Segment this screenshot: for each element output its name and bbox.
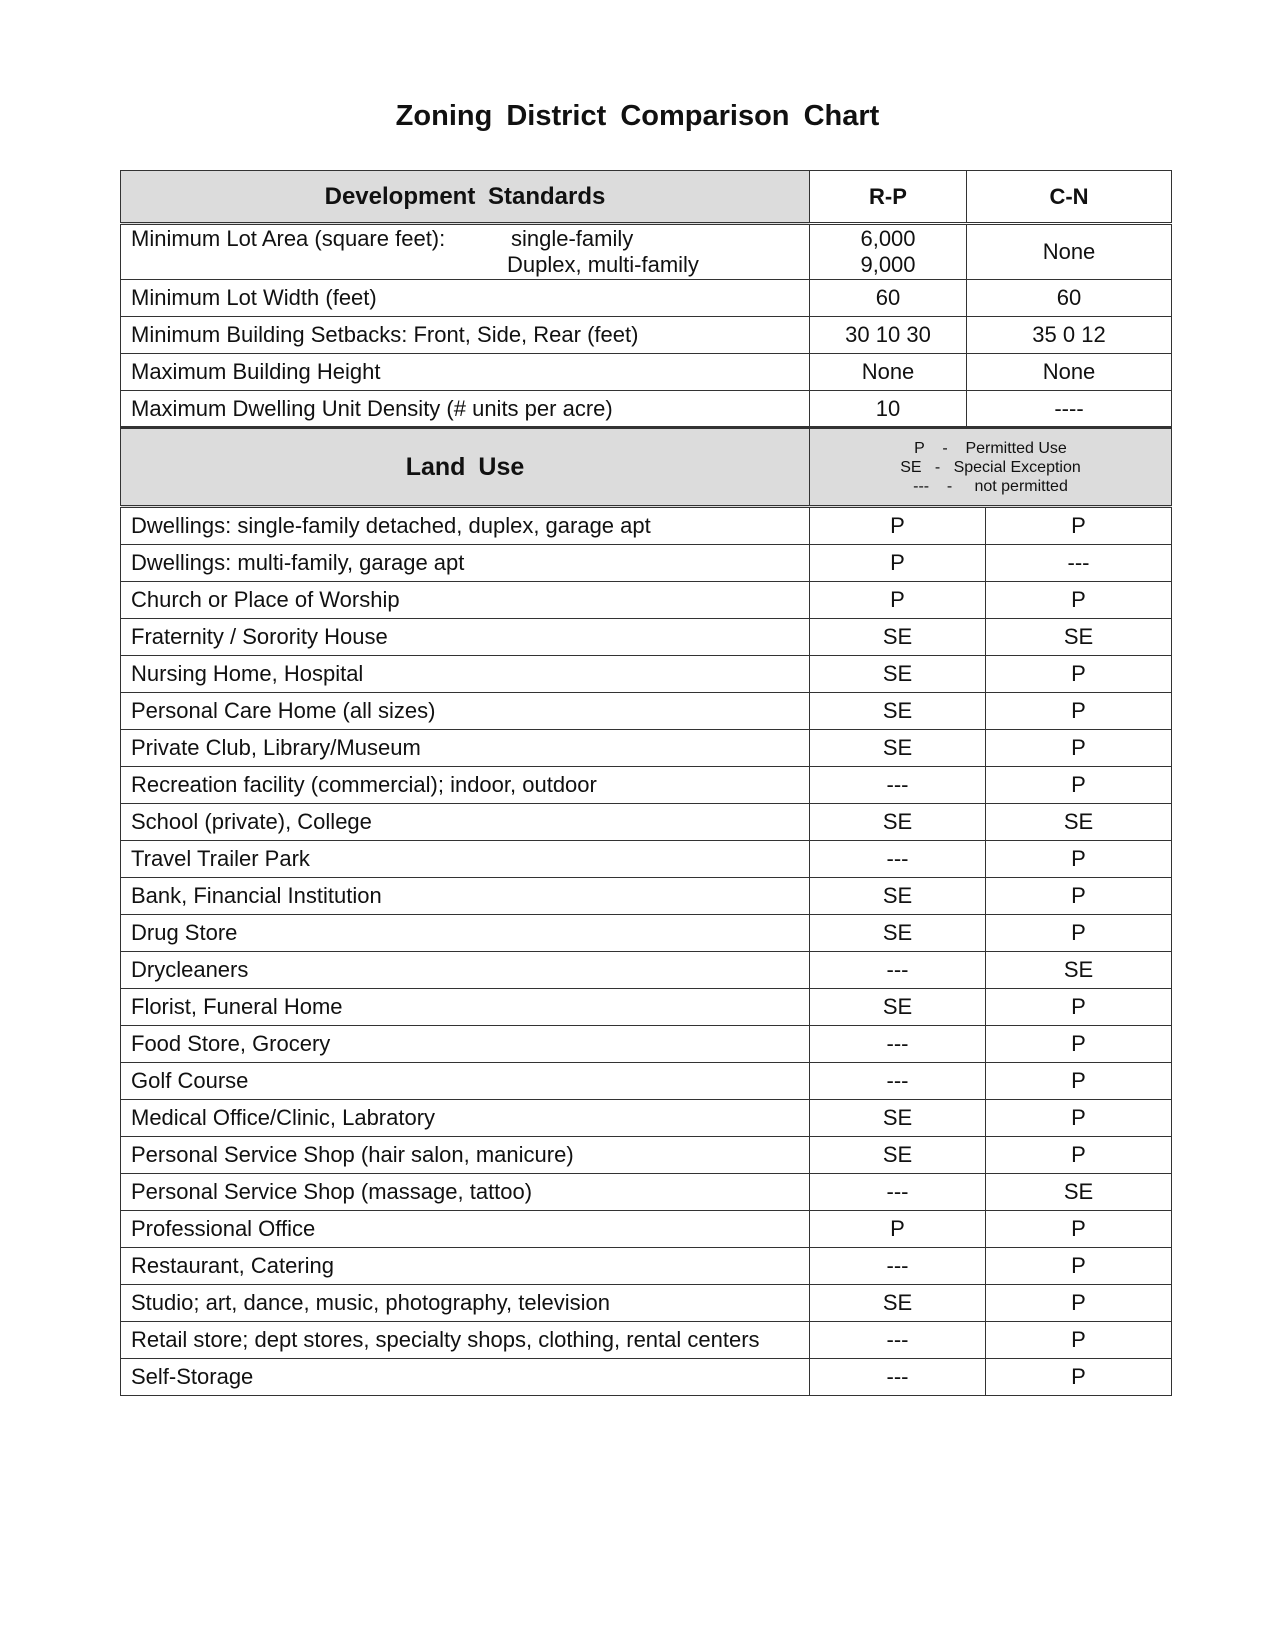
land-use-cn-cell: P bbox=[986, 582, 1172, 619]
land-use-cn-cell: P bbox=[986, 693, 1172, 730]
land-use-row bbox=[121, 1285, 1172, 1322]
lot-area-cn: None bbox=[967, 224, 1172, 280]
dev-row bbox=[121, 317, 1172, 354]
land-use-row bbox=[121, 1322, 1172, 1359]
dev-label-cell: Maximum Building Height bbox=[121, 354, 810, 391]
land-use-rp-cell: --- bbox=[810, 1248, 986, 1285]
land-use-cn-cell: P bbox=[986, 1248, 1172, 1285]
land-use-row bbox=[121, 1211, 1172, 1248]
land-use-cn-cell: P bbox=[986, 507, 1172, 545]
dev-rp-cell: 60 bbox=[810, 280, 967, 317]
land-use-rp-cell: P bbox=[810, 507, 986, 545]
lot-area-row bbox=[121, 224, 1172, 280]
lot-area-rp-cell bbox=[810, 224, 967, 280]
land-use-header-label: Land Use bbox=[121, 428, 810, 507]
land-use-cn-cell: P bbox=[986, 1063, 1172, 1100]
land-use-rp-cell: --- bbox=[810, 767, 986, 804]
development-header-label: Development Standards bbox=[121, 171, 810, 224]
land-use-label-cell: Bank, Financial Institution bbox=[121, 878, 810, 915]
land-use-row bbox=[121, 1137, 1172, 1174]
dev-rp-cell: 30 10 30 bbox=[810, 317, 967, 354]
dev-rp-cell: 10 bbox=[810, 391, 967, 428]
dev-row bbox=[121, 354, 1172, 391]
dev-row bbox=[121, 280, 1172, 317]
land-use-label-cell: Drycleaners bbox=[121, 952, 810, 989]
land-use-label-cell: Dwellings: single-family detached, duplex, garage apt bbox=[121, 507, 810, 545]
dev-label-cell: Maximum Dwelling Unit Density (# units per acre) bbox=[121, 391, 810, 428]
land-use-rp-cell: --- bbox=[810, 952, 986, 989]
land-use-row bbox=[121, 1100, 1172, 1137]
land-use-label-cell: Golf Course bbox=[121, 1063, 810, 1100]
land-use-rp-cell: --- bbox=[810, 1026, 986, 1063]
legend-special-exception: SE - Special Exception bbox=[900, 458, 1081, 476]
dev-label-cell: Minimum Building Setbacks: Front, Side, Rear (feet) bbox=[121, 317, 810, 354]
land-use-label-cell: Medical Office/Clinic, Labratory bbox=[121, 1100, 810, 1137]
land-use-label-cell: Florist, Funeral Home bbox=[121, 989, 810, 1026]
land-use-row bbox=[121, 841, 1172, 878]
land-use-cn-cell: P bbox=[986, 1211, 1172, 1248]
land-use-rp-cell: P bbox=[810, 582, 986, 619]
land-use-rp-cell: --- bbox=[810, 1063, 986, 1100]
legend-not-permitted: --- - not permitted bbox=[913, 477, 1068, 495]
land-use-row bbox=[121, 582, 1172, 619]
land-use-rp-cell: --- bbox=[810, 1322, 986, 1359]
land-use-cn-cell: P bbox=[986, 1322, 1172, 1359]
land-use-cn-cell: P bbox=[986, 878, 1172, 915]
land-use-row bbox=[121, 1359, 1172, 1396]
land-use-cn-cell: P bbox=[986, 1026, 1172, 1063]
land-use-label-cell: Personal Service Shop (massage, tattoo) bbox=[121, 1174, 810, 1211]
lot-area-sub-multi: Duplex, multi-family bbox=[507, 252, 699, 277]
page-title: Zoning District Comparison Chart bbox=[395, 100, 880, 132]
land-use-rp-cell: --- bbox=[810, 1174, 986, 1211]
cn-column-header: C-N bbox=[967, 171, 1172, 224]
land-use-rp-cell: P bbox=[810, 545, 986, 582]
land-use-row bbox=[121, 730, 1172, 767]
land-use-rp-cell: P bbox=[810, 1211, 986, 1248]
lot-area-rp-multi: 9,000 bbox=[860, 252, 916, 277]
land-use-rp-cell: --- bbox=[810, 1359, 986, 1396]
land-use-row bbox=[121, 507, 1172, 545]
land-use-label-cell: Recreation facility (commercial); indoor, outdoor bbox=[121, 767, 810, 804]
dev-row bbox=[121, 391, 1172, 428]
land-use-rp-cell: SE bbox=[810, 1100, 986, 1137]
land-use-row bbox=[121, 989, 1172, 1026]
development-standards-table bbox=[120, 170, 1172, 428]
land-use-cn-cell: SE bbox=[986, 804, 1172, 841]
land-use-table bbox=[120, 426, 1172, 1396]
land-use-rp-cell: SE bbox=[810, 693, 986, 730]
land-use-cn-cell: SE bbox=[986, 952, 1172, 989]
land-use-row bbox=[121, 1174, 1172, 1211]
land-use-label-cell: Fraternity / Sorority House bbox=[121, 619, 810, 656]
land-use-row bbox=[121, 1063, 1172, 1100]
land-use-cn-cell: P bbox=[986, 915, 1172, 952]
land-use-label-cell: Nursing Home, Hospital bbox=[121, 656, 810, 693]
land-use-rp-cell: SE bbox=[810, 1285, 986, 1322]
lot-area-rp-single: 6,000 bbox=[860, 226, 916, 251]
dev-cn-cell: None bbox=[967, 354, 1172, 391]
land-use-row bbox=[121, 804, 1172, 841]
land-use-rp-cell: SE bbox=[810, 804, 986, 841]
land-use-rp-cell: --- bbox=[810, 841, 986, 878]
land-use-row bbox=[121, 767, 1172, 804]
land-use-cn-cell: SE bbox=[986, 1174, 1172, 1211]
land-use-label-cell: Church or Place of Worship bbox=[121, 582, 810, 619]
land-use-label-cell: Food Store, Grocery bbox=[121, 1026, 810, 1063]
dev-rp-cell: None bbox=[810, 354, 967, 391]
land-use-row bbox=[121, 619, 1172, 656]
land-use-label-cell: Studio; art, dance, music, photography, television bbox=[121, 1285, 810, 1322]
land-use-header-row bbox=[121, 428, 1172, 507]
legend-cell bbox=[810, 428, 1172, 507]
land-use-row bbox=[121, 1026, 1172, 1063]
land-use-rp-cell: SE bbox=[810, 989, 986, 1026]
lot-area-label: Minimum Lot Area (square feet): bbox=[131, 226, 446, 251]
land-use-rp-cell: SE bbox=[810, 730, 986, 767]
land-use-cn-cell: P bbox=[986, 1137, 1172, 1174]
land-use-rp-cell: SE bbox=[810, 1137, 986, 1174]
land-use-row bbox=[121, 656, 1172, 693]
land-use-label-cell: School (private), College bbox=[121, 804, 810, 841]
lot-area-sub-single: single-family bbox=[511, 226, 634, 251]
legend-permitted: P - Permitted Use bbox=[914, 439, 1067, 457]
land-use-row bbox=[121, 952, 1172, 989]
land-use-rp-cell: SE bbox=[810, 915, 986, 952]
land-use-row bbox=[121, 545, 1172, 582]
land-use-label-cell: Professional Office bbox=[121, 1211, 810, 1248]
land-use-row bbox=[121, 915, 1172, 952]
land-use-label-cell: Restaurant, Catering bbox=[121, 1248, 810, 1285]
land-use-label-cell: Private Club, Library/Museum bbox=[121, 730, 810, 767]
land-use-rp-cell: SE bbox=[810, 656, 986, 693]
rp-column-header: R-P bbox=[810, 171, 967, 224]
land-use-cn-cell: --- bbox=[986, 545, 1172, 582]
land-use-label-cell: Personal Service Shop (hair salon, manicure) bbox=[121, 1137, 810, 1174]
land-use-cn-cell: P bbox=[986, 841, 1172, 878]
dev-cn-cell: ---- bbox=[967, 391, 1172, 428]
land-use-label-cell: Retail store; dept stores, specialty shops, clothing, rental centers bbox=[121, 1322, 810, 1359]
land-use-cn-cell: P bbox=[986, 1285, 1172, 1322]
land-use-cn-cell: P bbox=[986, 767, 1172, 804]
lot-area-label-cell bbox=[121, 224, 810, 280]
dev-cn-cell: 60 bbox=[967, 280, 1172, 317]
dev-label-cell: Minimum Lot Width (feet) bbox=[121, 280, 810, 317]
land-use-cn-cell: P bbox=[986, 730, 1172, 767]
land-use-cn-cell: P bbox=[986, 1100, 1172, 1137]
land-use-row bbox=[121, 1248, 1172, 1285]
land-use-row bbox=[121, 878, 1172, 915]
dev-cn-cell: 35 0 12 bbox=[967, 317, 1172, 354]
development-header-row bbox=[121, 171, 1172, 224]
land-use-label-cell: Drug Store bbox=[121, 915, 810, 952]
land-use-label-cell: Self-Storage bbox=[121, 1359, 810, 1396]
land-use-label-cell: Personal Care Home (all sizes) bbox=[121, 693, 810, 730]
land-use-rp-cell: SE bbox=[810, 619, 986, 656]
land-use-cn-cell: SE bbox=[986, 619, 1172, 656]
land-use-cn-cell: P bbox=[986, 1359, 1172, 1396]
land-use-row bbox=[121, 693, 1172, 730]
land-use-label-cell: Dwellings: multi-family, garage apt bbox=[121, 545, 810, 582]
land-use-label-cell: Travel Trailer Park bbox=[121, 841, 810, 878]
land-use-cn-cell: P bbox=[986, 656, 1172, 693]
land-use-rp-cell: SE bbox=[810, 878, 986, 915]
land-use-cn-cell: P bbox=[986, 989, 1172, 1026]
